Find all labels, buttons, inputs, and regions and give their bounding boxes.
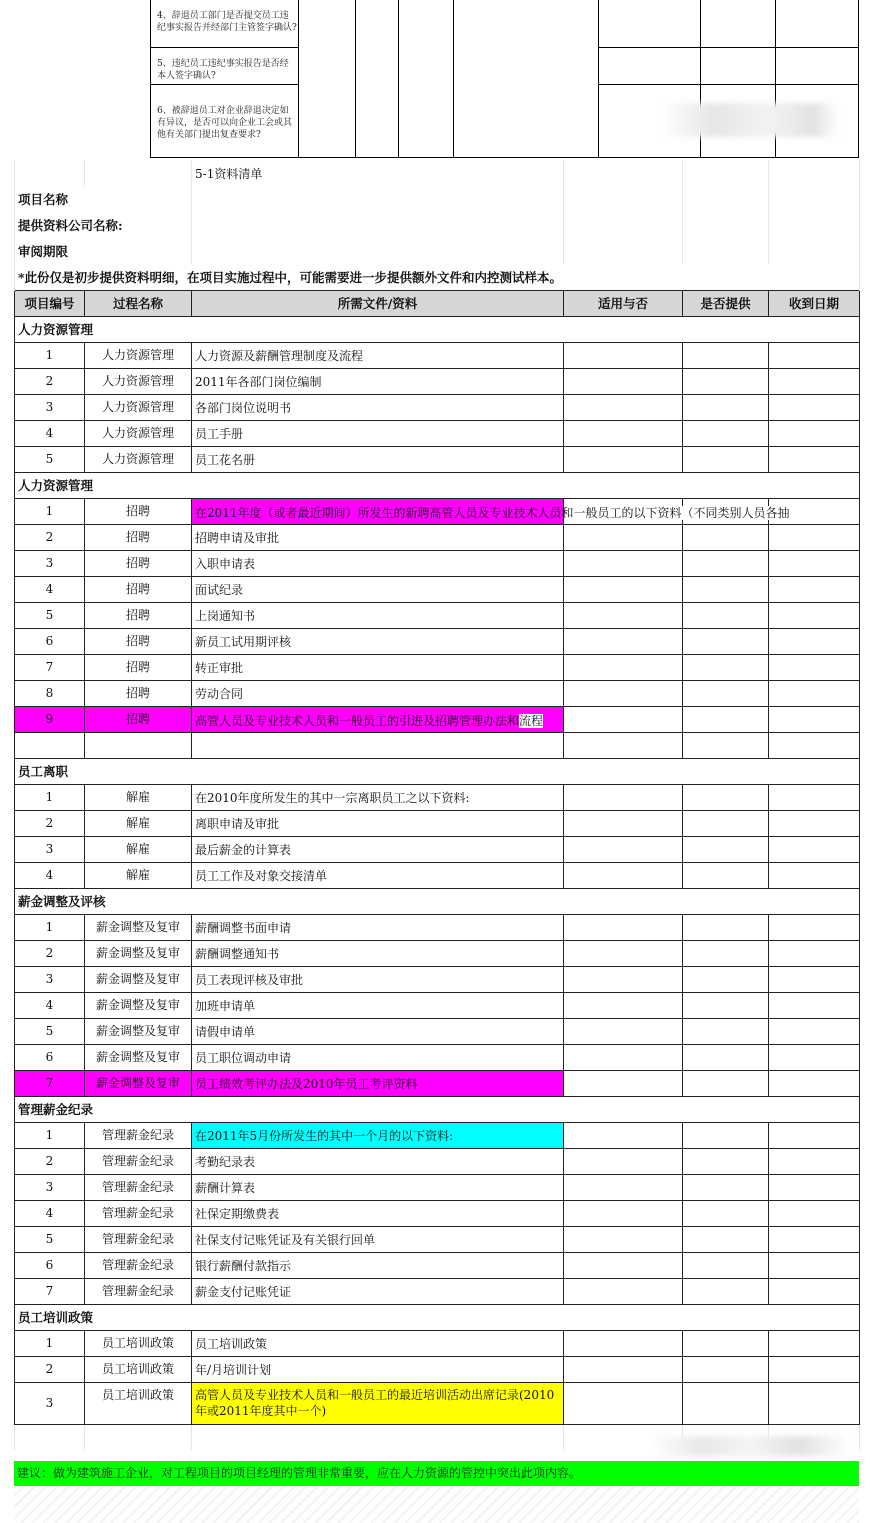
- notice-row: [15, 264, 860, 290]
- required-document: 请假申请单: [192, 1018, 564, 1044]
- received-date-cell[interactable]: [769, 576, 860, 602]
- received-date-cell[interactable]: [769, 680, 860, 706]
- table-row: [15, 1122, 860, 1148]
- received-date-cell[interactable]: [769, 706, 860, 732]
- item-number: 1: [15, 498, 85, 524]
- received-date-cell[interactable]: [769, 862, 860, 888]
- table-row: [15, 992, 860, 1018]
- received-date-cell[interactable]: [769, 1070, 860, 1096]
- section-row: [15, 1096, 860, 1122]
- applicable-cell[interactable]: [564, 680, 683, 706]
- item-number: 4: [15, 420, 85, 446]
- process-name: 解雇: [85, 810, 192, 836]
- received-date-cell[interactable]: [769, 1330, 860, 1356]
- empty-cell[interactable]: [192, 732, 564, 758]
- applicable-cell[interactable]: [564, 342, 683, 368]
- process-name: 招聘: [85, 706, 192, 732]
- required-document: [192, 498, 790, 524]
- section-title: 员工离职: [15, 758, 860, 784]
- table-row: [15, 1278, 860, 1304]
- applicable-cell[interactable]: [564, 940, 683, 966]
- required-document: 社保支付记账凭证及有关银行回单: [192, 1226, 564, 1252]
- period-label: 审阅期限: [15, 238, 192, 264]
- required-document: 员工表现评核及审批: [192, 966, 564, 992]
- provided-cell[interactable]: [683, 992, 769, 1018]
- provided-cell[interactable]: [683, 1226, 769, 1252]
- required-document: 转正审批: [192, 654, 564, 680]
- provided-cell[interactable]: [683, 1148, 769, 1174]
- applicable-cell[interactable]: [564, 1252, 683, 1278]
- section-row: [15, 758, 860, 784]
- process-name: 薪金调整及复审: [85, 1070, 192, 1096]
- process-name: 薪金调整及复审: [85, 940, 192, 966]
- item-number: 7: [15, 1070, 85, 1096]
- item-number: 7: [15, 1278, 85, 1304]
- applicable-cell[interactable]: [564, 1122, 683, 1148]
- received-date-cell[interactable]: [769, 784, 860, 810]
- received-date-cell[interactable]: [769, 992, 860, 1018]
- received-date-cell[interactable]: [769, 1044, 860, 1070]
- item-number: 4: [15, 862, 85, 888]
- process-name: 薪金调整及复审: [85, 1018, 192, 1044]
- received-date-cell[interactable]: [769, 1148, 860, 1174]
- applicable-cell[interactable]: [564, 602, 683, 628]
- table-row: [15, 550, 860, 576]
- table-row: [15, 940, 860, 966]
- column-header: 收到日期: [769, 290, 860, 316]
- applicable-cell[interactable]: [564, 914, 683, 940]
- item-number: 2: [15, 810, 85, 836]
- question-6: 6、被辞退员工对企业辞退决定如有异议，是否可以向企业工会或其他有关部门提出复查要求?: [157, 106, 293, 140]
- provided-cell[interactable]: [683, 1174, 769, 1200]
- table-row: [15, 1044, 860, 1070]
- process-name: 人力资源管理: [85, 342, 192, 368]
- item-number: 7: [15, 654, 85, 680]
- provided-cell[interactable]: [683, 602, 769, 628]
- required-document: 最后薪金的计算表: [192, 836, 564, 862]
- required-document: 薪酬调整书面申请: [192, 914, 564, 940]
- applicable-cell[interactable]: [564, 810, 683, 836]
- applicable-cell[interactable]: [564, 1226, 683, 1252]
- table-row: [15, 836, 860, 862]
- applicable-cell[interactable]: [564, 394, 683, 420]
- item-number: 5: [15, 446, 85, 472]
- item-number: 3: [15, 550, 85, 576]
- applicable-cell[interactable]: [564, 550, 683, 576]
- received-date-cell[interactable]: [769, 602, 860, 628]
- process-name: 人力资源管理: [85, 394, 192, 420]
- applicable-cell[interactable]: [564, 1382, 683, 1424]
- table-row: [15, 368, 860, 394]
- applicable-cell[interactable]: [564, 420, 683, 446]
- provided-cell[interactable]: [683, 862, 769, 888]
- item-number: 3: [15, 836, 85, 862]
- table-row: [15, 498, 860, 524]
- table-row: [15, 1226, 860, 1252]
- required-document: 在2011年5月份所发生的其中一个月的以下资料:: [192, 1122, 564, 1148]
- item-number: 4: [15, 992, 85, 1018]
- table-row: [15, 420, 860, 446]
- provided-cell[interactable]: [683, 342, 769, 368]
- process-name: 员工培训政策: [85, 1382, 192, 1424]
- received-date-cell[interactable]: [769, 940, 860, 966]
- received-date-cell[interactable]: [769, 1356, 860, 1382]
- table-row: [15, 706, 860, 732]
- table-row: [15, 628, 860, 654]
- received-date-cell[interactable]: [769, 342, 860, 368]
- received-date-cell[interactable]: [769, 628, 860, 654]
- applicable-cell[interactable]: [564, 628, 683, 654]
- provided-cell[interactable]: [683, 914, 769, 940]
- applicable-cell[interactable]: [564, 966, 683, 992]
- applicable-cell[interactable]: [564, 1200, 683, 1226]
- item-number: 1: [15, 914, 85, 940]
- process-name: 招聘: [85, 602, 192, 628]
- received-date-cell[interactable]: [769, 1252, 860, 1278]
- table-row: [15, 1330, 860, 1356]
- received-date-cell[interactable]: [769, 550, 860, 576]
- table-row: [15, 862, 860, 888]
- required-document: 薪酬调整通知书: [192, 940, 564, 966]
- applicable-cell[interactable]: [564, 784, 683, 810]
- applicable-cell[interactable]: [564, 446, 683, 472]
- section-title: 薪金调整及评核: [15, 888, 860, 914]
- question-4: 4、辞退员工部门是否提交员工违纪事实报告并经部门主管签字确认?: [157, 11, 297, 33]
- item-number: 3: [15, 1174, 85, 1200]
- item-number: 3: [15, 1382, 85, 1424]
- process-name: 薪金调整及复审: [85, 1044, 192, 1070]
- required-document: 员工花名册: [192, 446, 564, 472]
- process-name: 招聘: [85, 680, 192, 706]
- item-number: 3: [15, 966, 85, 992]
- column-header: 是否提供: [683, 290, 769, 316]
- received-date-cell[interactable]: [769, 1200, 860, 1226]
- process-name: 管理薪金纪录: [85, 1226, 192, 1252]
- document-checklist-table: [14, 160, 860, 1450]
- item-number: 2: [15, 368, 85, 394]
- provided-cell[interactable]: [683, 576, 769, 602]
- item-number: 9: [15, 706, 85, 732]
- table-row: [15, 966, 860, 992]
- sheet-title: 5-1资料清单: [192, 160, 564, 186]
- required-document: 入职申请表: [192, 550, 564, 576]
- provided-cell[interactable]: [683, 550, 769, 576]
- required-document: 考勤纪录表: [192, 1148, 564, 1174]
- process-name: 人力资源管理: [85, 446, 192, 472]
- provided-cell[interactable]: [683, 1044, 769, 1070]
- required-document: 高管人员及专业技术人员和一般员工的最近培训活动出席记录(2010年或2011年度其中一个): [192, 1382, 564, 1424]
- question-5: 5、违纪员工违纪事实报告是否经本人签字确认?: [157, 59, 289, 81]
- provided-cell[interactable]: [683, 628, 769, 654]
- applicable-cell[interactable]: [564, 1044, 683, 1070]
- received-date-cell[interactable]: [769, 524, 860, 550]
- applicable-cell[interactable]: [564, 368, 683, 394]
- required-document: 招聘申请及审批: [192, 524, 564, 550]
- applicable-cell[interactable]: [564, 1148, 683, 1174]
- process-name: 招聘: [85, 524, 192, 550]
- item-number: 2: [15, 1356, 85, 1382]
- table-row: [15, 914, 860, 940]
- document-text-overflow: 以下资料（不同类别人员各抽: [633, 505, 790, 520]
- received-date-cell[interactable]: [769, 914, 860, 940]
- project-name-row: [15, 186, 860, 212]
- received-date-cell[interactable]: [769, 368, 860, 394]
- process-name: 解雇: [85, 784, 192, 810]
- process-name: 薪金调整及复审: [85, 966, 192, 992]
- applicable-cell[interactable]: [564, 654, 683, 680]
- table-row: [15, 1148, 860, 1174]
- company-label: 提供资料公司名称:: [15, 212, 192, 238]
- received-date-cell[interactable]: [769, 1278, 860, 1304]
- provided-cell[interactable]: [683, 940, 769, 966]
- required-document: 员工绩效考评办法及2010年员工考评资料: [192, 1070, 564, 1096]
- provided-cell[interactable]: [683, 1200, 769, 1226]
- item-number: 1: [15, 1122, 85, 1148]
- empty-cell[interactable]: [15, 1424, 85, 1450]
- required-document: 人力资源及薪酬管理制度及流程: [192, 342, 564, 368]
- process-name: 员工培训政策: [85, 1330, 192, 1356]
- column-header: 适用与否: [564, 290, 683, 316]
- process-name: 招聘: [85, 576, 192, 602]
- provided-cell[interactable]: [683, 368, 769, 394]
- provided-cell[interactable]: [683, 810, 769, 836]
- applicable-cell[interactable]: [564, 1356, 683, 1382]
- process-name: 招聘: [85, 550, 192, 576]
- table-row: [15, 1200, 860, 1226]
- empty-cell[interactable]: [683, 732, 769, 758]
- required-document: 在2010年度所发生的其中一宗离职员工之以下资料:: [192, 784, 564, 810]
- empty-cell[interactable]: [15, 732, 85, 758]
- required-document: 银行薪酬付款指示: [192, 1252, 564, 1278]
- item-number: 5: [15, 1226, 85, 1252]
- section-row: [15, 472, 860, 498]
- previous-sheet-fragment: [0, 0, 876, 160]
- process-name: 薪金调整及复审: [85, 992, 192, 1018]
- received-date-cell[interactable]: [769, 1226, 860, 1252]
- process-name: 解雇: [85, 836, 192, 862]
- provided-cell[interactable]: [683, 836, 769, 862]
- document-text-highlighted: 在2011年度（或者最近期间）所发生的新聘高管人员及专业技术人员和一般员工的: [195, 505, 634, 520]
- table-row: [15, 1174, 860, 1200]
- provided-cell[interactable]: [683, 394, 769, 420]
- item-number: 1: [15, 1330, 85, 1356]
- document-text: [195, 712, 543, 729]
- table-row: [15, 1356, 860, 1382]
- item-number: 2: [15, 940, 85, 966]
- item-number: 6: [15, 1044, 85, 1070]
- process-name: 人力资源管理: [85, 420, 192, 446]
- item-number: 5: [15, 602, 85, 628]
- table-row: [15, 446, 860, 472]
- provided-cell[interactable]: [683, 1278, 769, 1304]
- required-document: 上岗通知书: [192, 602, 564, 628]
- provided-cell[interactable]: [683, 706, 769, 732]
- process-name: 薪金调整及复审: [85, 914, 192, 940]
- applicable-cell[interactable]: [564, 1174, 683, 1200]
- received-date-cell[interactable]: [769, 836, 860, 862]
- provided-cell[interactable]: [683, 654, 769, 680]
- table-row: [15, 342, 860, 368]
- received-date-cell[interactable]: [769, 1018, 860, 1044]
- process-name: 管理薪金纪录: [85, 1122, 192, 1148]
- process-name: 管理薪金纪录: [85, 1200, 192, 1226]
- applicable-cell[interactable]: [564, 1330, 683, 1356]
- provided-cell[interactable]: [683, 1382, 769, 1424]
- applicable-cell[interactable]: [564, 524, 683, 550]
- required-document: 各部门岗位说明书: [192, 394, 564, 420]
- provided-cell[interactable]: [683, 1356, 769, 1382]
- provided-cell[interactable]: [683, 524, 769, 550]
- column-header: 过程名称: [85, 290, 192, 316]
- required-document: 社保定期缴费表: [192, 1200, 564, 1226]
- required-document: 员工培训政策: [192, 1330, 564, 1356]
- notice-text: *此份仅是初步提供资料明细，在项目实施过程中，可能需要进一步提供额外文件和内控测试样本。: [15, 264, 860, 290]
- received-date-cell[interactable]: [769, 1382, 860, 1424]
- required-document: 薪金支付记账凭证: [192, 1278, 564, 1304]
- item-number: 2: [15, 1148, 85, 1174]
- provided-cell[interactable]: [683, 1330, 769, 1356]
- provided-cell[interactable]: [683, 446, 769, 472]
- required-document: 员工职位调动申请: [192, 1044, 564, 1070]
- table-row: [15, 784, 860, 810]
- provided-cell[interactable]: [683, 680, 769, 706]
- item-number: 3: [15, 394, 85, 420]
- table-header-row: [15, 290, 860, 316]
- received-date-cell[interactable]: [769, 446, 860, 472]
- table-row: [15, 654, 860, 680]
- empty-cell[interactable]: [564, 732, 683, 758]
- column-header: 所需文件/资料: [192, 290, 564, 316]
- provided-cell[interactable]: [683, 966, 769, 992]
- required-document: 薪酬计算表: [192, 1174, 564, 1200]
- received-date-cell[interactable]: [769, 420, 860, 446]
- received-date-cell[interactable]: [769, 810, 860, 836]
- section-row: [15, 1304, 860, 1330]
- required-document: 员工工作及对象交接清单: [192, 862, 564, 888]
- document-text-overflow: 流程: [519, 713, 544, 728]
- section-title: 人力资源管理: [15, 316, 860, 342]
- applicable-cell[interactable]: [564, 1278, 683, 1304]
- applicable-cell[interactable]: [564, 862, 683, 888]
- blurred-watermark-2: [650, 1436, 850, 1456]
- table-row: [15, 1018, 860, 1044]
- suggestion-bar: 建议：做为建筑施工企业，对工程项目的项目经理的管理非常重要，应在人力资源的管控中突出此项内容。: [14, 1461, 859, 1486]
- table-row: [15, 680, 860, 706]
- provided-cell[interactable]: [683, 1018, 769, 1044]
- table-row: [15, 1382, 860, 1424]
- process-name: 人力资源管理: [85, 368, 192, 394]
- process-name: 员工培训政策: [85, 1356, 192, 1382]
- received-date-cell[interactable]: [769, 394, 860, 420]
- process-name: 解雇: [85, 862, 192, 888]
- table-row: [15, 602, 860, 628]
- required-document: 加班申请单: [192, 992, 564, 1018]
- applicable-cell[interactable]: [564, 836, 683, 862]
- empty-cell[interactable]: [85, 732, 192, 758]
- applicable-cell[interactable]: [564, 1070, 683, 1096]
- received-date-cell[interactable]: [769, 1122, 860, 1148]
- provided-cell[interactable]: [683, 420, 769, 446]
- process-name: 管理薪金纪录: [85, 1278, 192, 1304]
- section-title: 管理薪金纪录: [15, 1096, 860, 1122]
- required-document: [192, 706, 564, 732]
- required-document: 员工手册: [192, 420, 564, 446]
- received-date-cell[interactable]: [769, 966, 860, 992]
- section-row: [15, 888, 860, 914]
- item-number: 5: [15, 1018, 85, 1044]
- section-title: 人力资源管理: [15, 472, 860, 498]
- table-row: [15, 394, 860, 420]
- section-row: [15, 316, 860, 342]
- item-number: 1: [15, 342, 85, 368]
- empty-cell[interactable]: [769, 732, 860, 758]
- required-document: 离职申请及审批: [192, 810, 564, 836]
- item-number: 2: [15, 524, 85, 550]
- document-text-highlighted: 高管人员及专业技术人员和一般员工的引进及招聘管理办法和: [195, 713, 520, 728]
- period-row: [15, 238, 860, 264]
- document-text: [195, 504, 790, 521]
- item-number: 4: [15, 576, 85, 602]
- required-document: 年/月培训计划: [192, 1356, 564, 1382]
- empty-cell[interactable]: [85, 1424, 192, 1450]
- process-name: 招聘: [85, 498, 192, 524]
- item-number: 4: [15, 1200, 85, 1226]
- required-document: 劳动合同: [192, 680, 564, 706]
- applicable-cell[interactable]: [564, 1018, 683, 1044]
- table-row: [15, 524, 860, 550]
- provided-cell[interactable]: [683, 1122, 769, 1148]
- applicable-cell[interactable]: [564, 992, 683, 1018]
- required-document: 面试纪录: [192, 576, 564, 602]
- company-row: [15, 212, 860, 238]
- applicable-cell[interactable]: [564, 706, 683, 732]
- item-number: 8: [15, 680, 85, 706]
- table-row: [15, 810, 860, 836]
- table-row: [15, 1070, 860, 1096]
- received-date-cell[interactable]: [769, 654, 860, 680]
- required-document: 新员工试用期评核: [192, 628, 564, 654]
- column-header: 项目编号: [15, 290, 85, 316]
- provided-cell[interactable]: [683, 1070, 769, 1096]
- empty-cell[interactable]: [192, 1424, 564, 1450]
- title-row: [15, 160, 860, 186]
- table-row: [15, 1252, 860, 1278]
- table-row: [15, 576, 860, 602]
- provided-cell[interactable]: [683, 784, 769, 810]
- section-title: 员工培训政策: [15, 1304, 860, 1330]
- item-number: 1: [15, 784, 85, 810]
- project-name-label: 项目名称: [15, 186, 192, 212]
- process-name: 管理薪金纪录: [85, 1252, 192, 1278]
- blurred-watermark: [660, 103, 840, 137]
- required-document: 2011年各部门岗位编制: [192, 368, 564, 394]
- hatched-area: [14, 1486, 859, 1523]
- item-number: 6: [15, 628, 85, 654]
- applicable-cell[interactable]: [564, 576, 683, 602]
- process-name: 管理薪金纪录: [85, 1148, 192, 1174]
- provided-cell[interactable]: [683, 1252, 769, 1278]
- received-date-cell[interactable]: [769, 1174, 860, 1200]
- process-name: 招聘: [85, 628, 192, 654]
- process-name: 管理薪金纪录: [85, 1174, 192, 1200]
- process-name: 招聘: [85, 654, 192, 680]
- empty-row: [15, 732, 860, 758]
- item-number: 6: [15, 1252, 85, 1278]
